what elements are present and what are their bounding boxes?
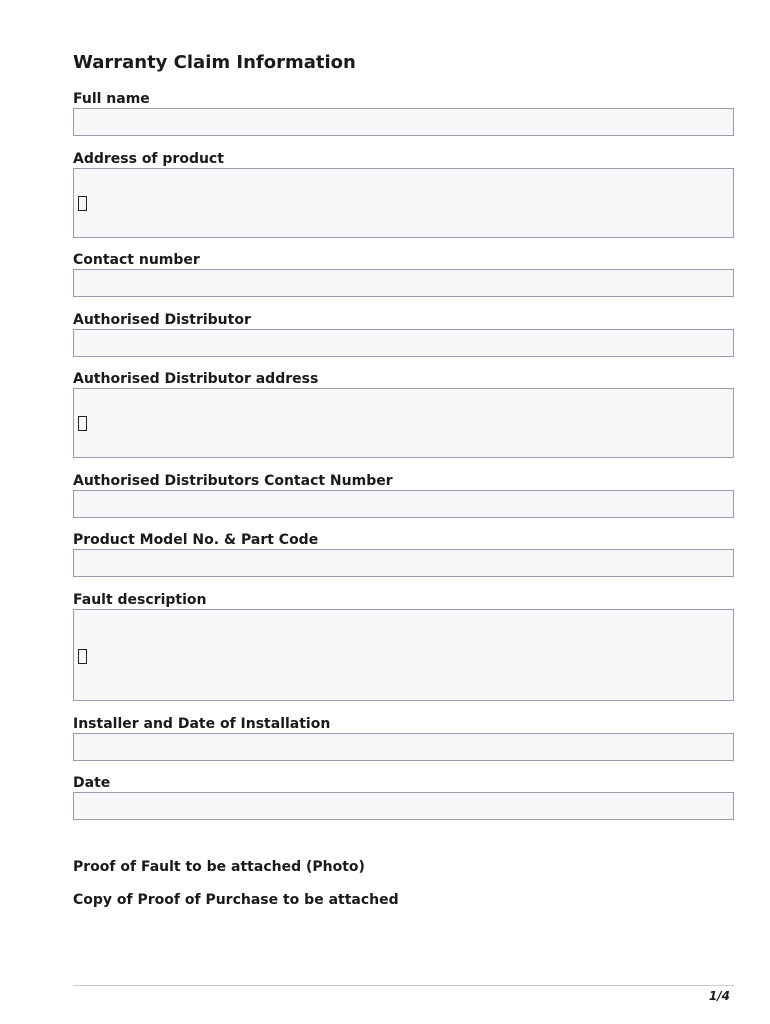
authorised-distributor-label: Authorised Distributor [73,312,251,328]
footer-divider [73,985,734,986]
form-title: Warranty Claim Information [73,52,356,73]
contact-number-input[interactable] [73,269,734,297]
authorised-distributor-input[interactable] [73,329,734,357]
text-cursor-glyph [78,196,87,211]
text-cursor-glyph [78,649,87,664]
date-label: Date [73,775,111,791]
fault-description-input[interactable] [73,609,734,701]
address-of-product-label: Address of product [73,151,224,167]
product-model-label: Product Model No. & Part Code [73,532,319,548]
date-input[interactable] [73,792,734,820]
full-name-label: Full name [73,91,150,107]
installer-input[interactable] [73,733,734,761]
distributor-contact-number-label: Authorised Distributors Contact Number [73,473,393,489]
distributor-contact-number-input[interactable] [73,490,734,518]
fault-description-label: Fault description [73,592,207,608]
proof-of-purchase-note: Copy of Proof of Purchase to be attached [73,892,399,908]
installer-label: Installer and Date of Installation [73,716,331,732]
proof-of-fault-note: Proof of Fault to be attached (Photo) [73,859,365,875]
text-cursor-glyph [78,416,87,431]
authorised-distributor-address-label: Authorised Distributor address [73,371,319,387]
full-name-input[interactable] [73,108,734,136]
contact-number-label: Contact number [73,252,200,268]
authorised-distributor-address-input[interactable] [73,388,734,458]
page-number: 1/4 [708,989,730,1003]
address-of-product-input[interactable] [73,168,734,238]
product-model-input[interactable] [73,549,734,577]
